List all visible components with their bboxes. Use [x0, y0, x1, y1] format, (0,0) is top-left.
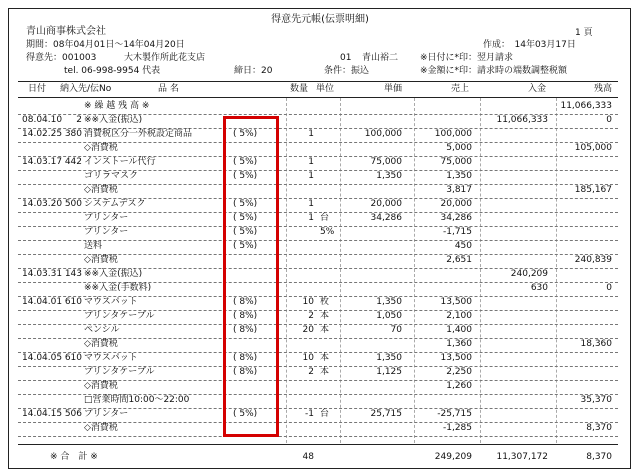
cell-tax: ( 5%) — [233, 129, 258, 139]
cell-sales: 5,000 — [446, 143, 472, 153]
cell-tax: ( 5%) — [233, 157, 258, 167]
cell-date: 08.04.10 — [22, 115, 63, 125]
cell-tax: ( 5%) — [233, 227, 258, 237]
cell-item: プリンタケーブル — [84, 311, 155, 321]
col-balance: 残高 — [594, 84, 613, 94]
column-separator — [414, 98, 415, 443]
customer-name: 大木製作所此花支店 — [124, 53, 206, 63]
cell-qty: 10 — [302, 297, 314, 307]
cell-item: プリンター — [84, 213, 129, 223]
cell-qty: 1 — [308, 157, 314, 167]
totals-label: ※ 合 計 ※ — [50, 452, 98, 462]
cell-qty: 10 — [302, 353, 314, 363]
period: 期間：08年04月01日～14年04月20日 — [26, 40, 185, 50]
cell-tax: ( 8%) — [233, 311, 258, 321]
telephone: tel. 06-998-9954 代表 — [64, 66, 161, 76]
cell-balance: 11,066,333 — [560, 101, 612, 111]
cell-tax: ( 5%) — [233, 199, 258, 209]
col-date: 日付 — [28, 84, 47, 94]
cell-item: □営業時間10:00～22:00 — [84, 395, 190, 405]
cell-item: ◇消費税 — [84, 185, 118, 195]
cell-unit: 本 — [320, 353, 330, 363]
cell-balance: 185,167 — [574, 185, 612, 195]
cell-price: 20,000 — [370, 199, 402, 209]
cell-item: ◇消費税 — [84, 381, 118, 391]
cell-slip: 500 — [64, 199, 82, 209]
cell-date: 14.03.31 — [22, 269, 63, 279]
cell-tax: ( 5%) — [233, 241, 258, 251]
cell-tax: ( 5%) — [233, 213, 258, 223]
cell-sales: 1,400 — [446, 325, 472, 335]
cell-slip: 143 — [64, 269, 82, 279]
cell-item: プリンター — [84, 409, 129, 419]
totals-rule — [18, 444, 618, 445]
header-bottom-rule — [18, 97, 618, 98]
cell-price: 1,350 — [376, 171, 402, 181]
cell-item: 消費税区分一外税設定商品 — [84, 129, 193, 139]
staff-name: 青山裕二 — [362, 53, 399, 63]
cell-sales: 2,250 — [446, 367, 472, 377]
totals-balance: 8,370 — [586, 452, 612, 462]
created-date: 作成： 14年03月17日 — [483, 40, 576, 50]
cell-unit: 台 — [320, 409, 330, 419]
cell-date: 14.02.25 — [22, 129, 63, 139]
cell-date: 14.04.05 — [22, 353, 63, 363]
page-number: 1 頁 — [575, 28, 593, 38]
cell-price: 34,286 — [370, 213, 402, 223]
cell-tax: ( 5%) — [233, 409, 258, 419]
cell-sales: 450 — [454, 241, 472, 251]
cell-payment: 11,066,333 — [496, 115, 548, 125]
cell-sales: -25,715 — [437, 409, 472, 419]
company-name: 青山商事株式会社 — [26, 26, 106, 37]
totals-sales: 249,209 — [434, 452, 472, 462]
cell-item: ※※入金(手数料) — [84, 283, 152, 293]
cell-sales: 2,100 — [446, 311, 472, 321]
cell-balance: 240,839 — [574, 255, 612, 265]
cell-qty: 1 — [308, 129, 314, 139]
column-separator — [340, 98, 341, 443]
cell-price: 1,050 — [376, 311, 402, 321]
cell-sales: 1,260 — [446, 381, 472, 391]
cell-qty: 2 — [308, 367, 314, 377]
cell-date: 14.04.15 — [22, 409, 63, 419]
column-separator — [556, 98, 557, 443]
cell-date: 14.03.20 — [22, 199, 63, 209]
cell-qty: 2 — [308, 311, 314, 321]
column-separator — [286, 98, 287, 443]
totals-payment: 11,307,172 — [496, 452, 548, 462]
cell-date: 14.04.01 — [22, 297, 63, 307]
col-payment: 入金 — [528, 84, 547, 94]
cell-item: システムデスク — [84, 199, 146, 209]
customer-code: 得意先：001003 — [26, 53, 97, 63]
cell-balance: 0 — [606, 283, 612, 293]
cell-item: ◇消費税 — [84, 255, 118, 265]
cell-sales: 13,500 — [440, 297, 472, 307]
cell-sales: 1,360 — [446, 339, 472, 349]
cell-price: 100,000 — [364, 129, 402, 139]
closing-day: 締日：20 — [234, 66, 273, 76]
cell-item: プリンター — [84, 227, 129, 237]
col-sales: 売上 — [451, 84, 470, 94]
cell-sales: 1,350 — [446, 171, 472, 181]
cell-unit: 本 — [320, 367, 330, 377]
cell-sales: 75,000 — [440, 157, 472, 167]
cell-tax: ( 8%) — [233, 367, 258, 377]
cell-unit: 台 — [320, 213, 330, 223]
col-price: 単価 — [384, 84, 403, 94]
payment-terms: 条件：振込 — [324, 66, 370, 76]
cell-item: ペンシル — [84, 325, 120, 335]
cell-sales: -1,285 — [442, 423, 472, 433]
cell-item: ※※入金(振込) — [84, 115, 143, 125]
cell-item: ゴリラマスク — [84, 171, 139, 181]
cell-price: 1,125 — [376, 367, 402, 377]
cell-unit: 本 — [320, 325, 330, 335]
cell-qty: 1 — [308, 171, 314, 181]
cell-price: 70 — [390, 325, 402, 335]
header-top-rule — [18, 81, 618, 82]
document-title: 得意先元帳(伝票明細) — [271, 14, 369, 25]
cell-tax: ( 8%) — [233, 353, 258, 363]
cell-tax: ( 8%) — [233, 297, 258, 307]
cell-qty: -1 — [305, 409, 314, 419]
row-separator — [18, 436, 618, 437]
cell-sales: 34,286 — [440, 213, 472, 223]
cell-item: プリンタケーブル — [84, 367, 155, 377]
cell-unit: 5% — [320, 227, 335, 237]
col-unit: 単位 — [316, 84, 335, 94]
note-amount: ※金額に*印：請求時の端数調整税額 — [420, 66, 568, 76]
cell-price: 75,000 — [370, 157, 402, 167]
cell-slip: 610 — [64, 353, 82, 363]
note-date: ※日付に*印：翌月請求 — [420, 53, 514, 63]
cell-price: 1,350 — [376, 297, 402, 307]
cell-unit: 枚 — [320, 297, 330, 307]
cell-date: 14.03.17 — [22, 157, 63, 167]
cell-sales: 2,651 — [446, 255, 472, 265]
staff-code: 01 — [340, 53, 352, 63]
cell-qty: 20 — [302, 325, 314, 335]
cell-item: ◇消費税 — [84, 339, 118, 349]
cell-slip: 442 — [64, 157, 82, 167]
column-separator — [480, 98, 481, 443]
cell-item: ※※入金(振込) — [84, 269, 143, 279]
cell-item: マウスパット — [84, 297, 138, 307]
cell-sales: 3,817 — [446, 185, 472, 195]
cell-qty: 1 — [308, 199, 314, 209]
cell-sales: 100,000 — [434, 129, 472, 139]
cell-balance: 105,000 — [574, 143, 612, 153]
totals-qty: 48 — [302, 452, 314, 462]
col-qty: 数量 — [290, 84, 309, 94]
cell-balance: 35,370 — [580, 395, 612, 405]
tax-rate-highlight — [223, 116, 279, 437]
cell-item: ◇消費税 — [84, 143, 118, 153]
cell-item: インストール代行 — [84, 157, 156, 167]
cell-item: ※ 繰 越 残 高 ※ — [84, 101, 150, 111]
cell-sales: -1,715 — [442, 227, 472, 237]
cell-tax: ( 8%) — [233, 325, 258, 335]
cell-tax: ( 5%) — [233, 171, 258, 181]
cell-slip: 610 — [64, 297, 82, 307]
cell-unit: 本 — [320, 311, 330, 321]
col-slip: 納入先/伝No — [60, 84, 112, 94]
cell-balance: 0 — [606, 115, 612, 125]
cell-balance: 18,360 — [580, 339, 612, 349]
cell-payment: 630 — [530, 283, 548, 293]
cell-item: ◇消費税 — [84, 423, 118, 433]
cell-price: 25,715 — [370, 409, 402, 419]
cell-slip: 2 — [76, 115, 82, 125]
cell-balance: 8,370 — [586, 423, 612, 433]
col-item: 品 名 — [158, 84, 179, 94]
cell-payment: 240,209 — [510, 269, 548, 279]
cell-slip: 380 — [64, 129, 82, 139]
cell-sales: 20,000 — [440, 199, 472, 209]
cell-sales: 13,500 — [440, 353, 472, 363]
cell-item: 送料 — [84, 241, 103, 251]
cell-qty: 1 — [308, 213, 314, 223]
cell-item: マウスパット — [84, 353, 138, 363]
cell-slip: 506 — [64, 409, 82, 419]
cell-price: 1,350 — [376, 353, 402, 363]
